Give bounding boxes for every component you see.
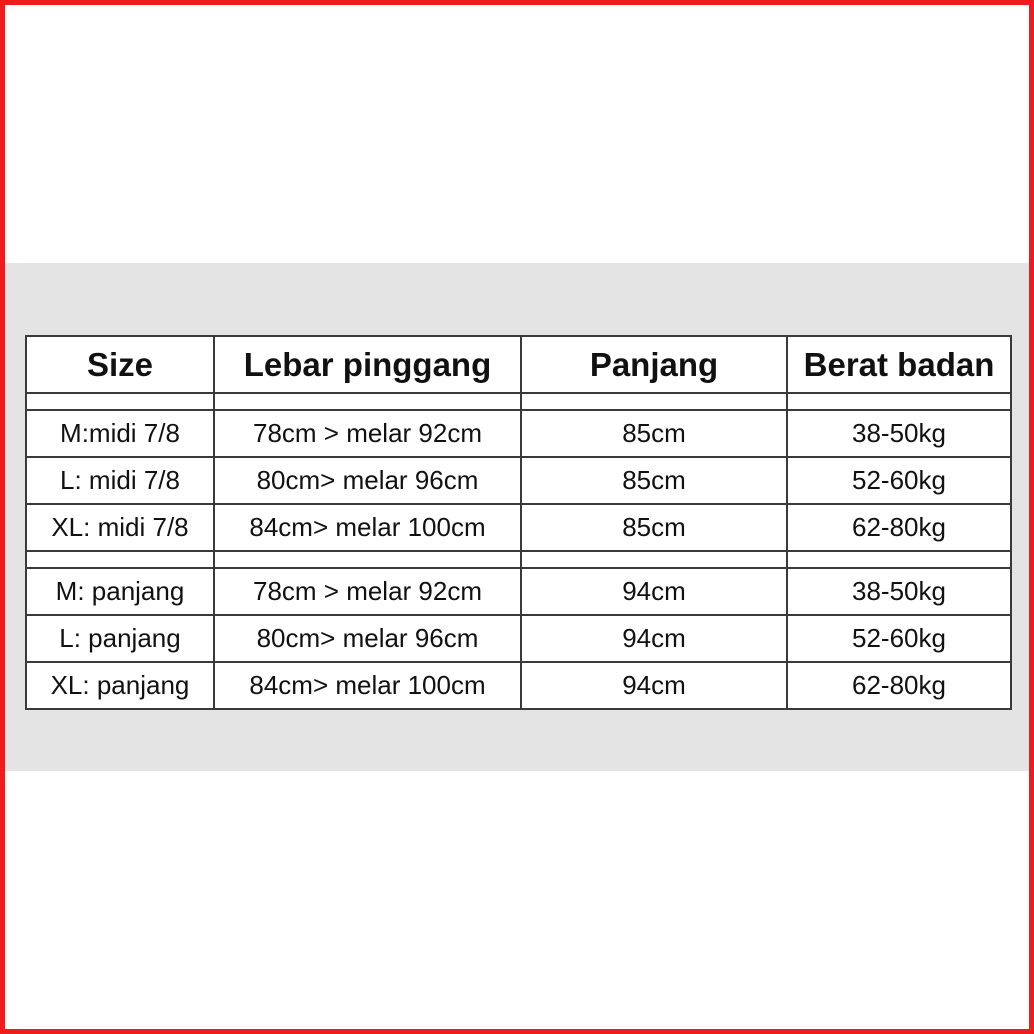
cell-berat-badan: 62-80kg xyxy=(787,662,1011,709)
cell-berat-badan: 52-60kg xyxy=(787,457,1011,504)
cell-size: L: panjang xyxy=(26,615,214,662)
spacer-cell xyxy=(214,551,521,567)
table-row xyxy=(26,504,1011,551)
cell-panjang: 85cm xyxy=(521,504,787,551)
size-chart xyxy=(25,335,1010,710)
spacer-row xyxy=(26,393,1011,409)
table-row xyxy=(26,662,1011,709)
spacer-cell xyxy=(787,551,1011,567)
spacer-cell xyxy=(26,551,214,567)
cell-panjang: 85cm xyxy=(521,410,787,457)
spacer-cell xyxy=(521,551,787,567)
cell-panjang: 94cm xyxy=(521,568,787,615)
cell-size: XL: midi 7/8 xyxy=(26,504,214,551)
cell-berat-badan: 62-80kg xyxy=(787,504,1011,551)
cell-berat-badan: 38-50kg xyxy=(787,568,1011,615)
header-size: Size xyxy=(26,336,214,393)
spacer-cell xyxy=(26,393,214,409)
cell-size: XL: panjang xyxy=(26,662,214,709)
table-row xyxy=(26,457,1011,504)
cell-lebar-pinggang: 84cm> melar 100cm xyxy=(214,662,521,709)
spacer-cell xyxy=(787,393,1011,409)
table-row xyxy=(26,568,1011,615)
cell-size: L: midi 7/8 xyxy=(26,457,214,504)
cell-size: M:midi 7/8 xyxy=(26,410,214,457)
spacer-row xyxy=(26,551,1011,567)
cell-lebar-pinggang: 80cm> melar 96cm xyxy=(214,457,521,504)
table-row xyxy=(26,410,1011,457)
cell-lebar-pinggang: 78cm > melar 92cm xyxy=(214,568,521,615)
header-lebar-pinggang: Lebar pinggang xyxy=(214,336,521,393)
cell-lebar-pinggang: 78cm > melar 92cm xyxy=(214,410,521,457)
table-row xyxy=(26,615,1011,662)
size-chart-table xyxy=(25,335,1012,710)
cell-lebar-pinggang: 80cm> melar 96cm xyxy=(214,615,521,662)
cell-lebar-pinggang: 84cm> melar 100cm xyxy=(214,504,521,551)
cell-size: M: panjang xyxy=(26,568,214,615)
table-header-row xyxy=(26,336,1011,393)
spacer-cell xyxy=(521,393,787,409)
header-panjang: Panjang xyxy=(521,336,787,393)
cell-panjang: 94cm xyxy=(521,615,787,662)
header-berat-badan: Berat badan xyxy=(787,336,1011,393)
cell-panjang: 94cm xyxy=(521,662,787,709)
cell-berat-badan: 38-50kg xyxy=(787,410,1011,457)
cell-panjang: 85cm xyxy=(521,457,787,504)
spacer-cell xyxy=(214,393,521,409)
cell-berat-badan: 52-60kg xyxy=(787,615,1011,662)
